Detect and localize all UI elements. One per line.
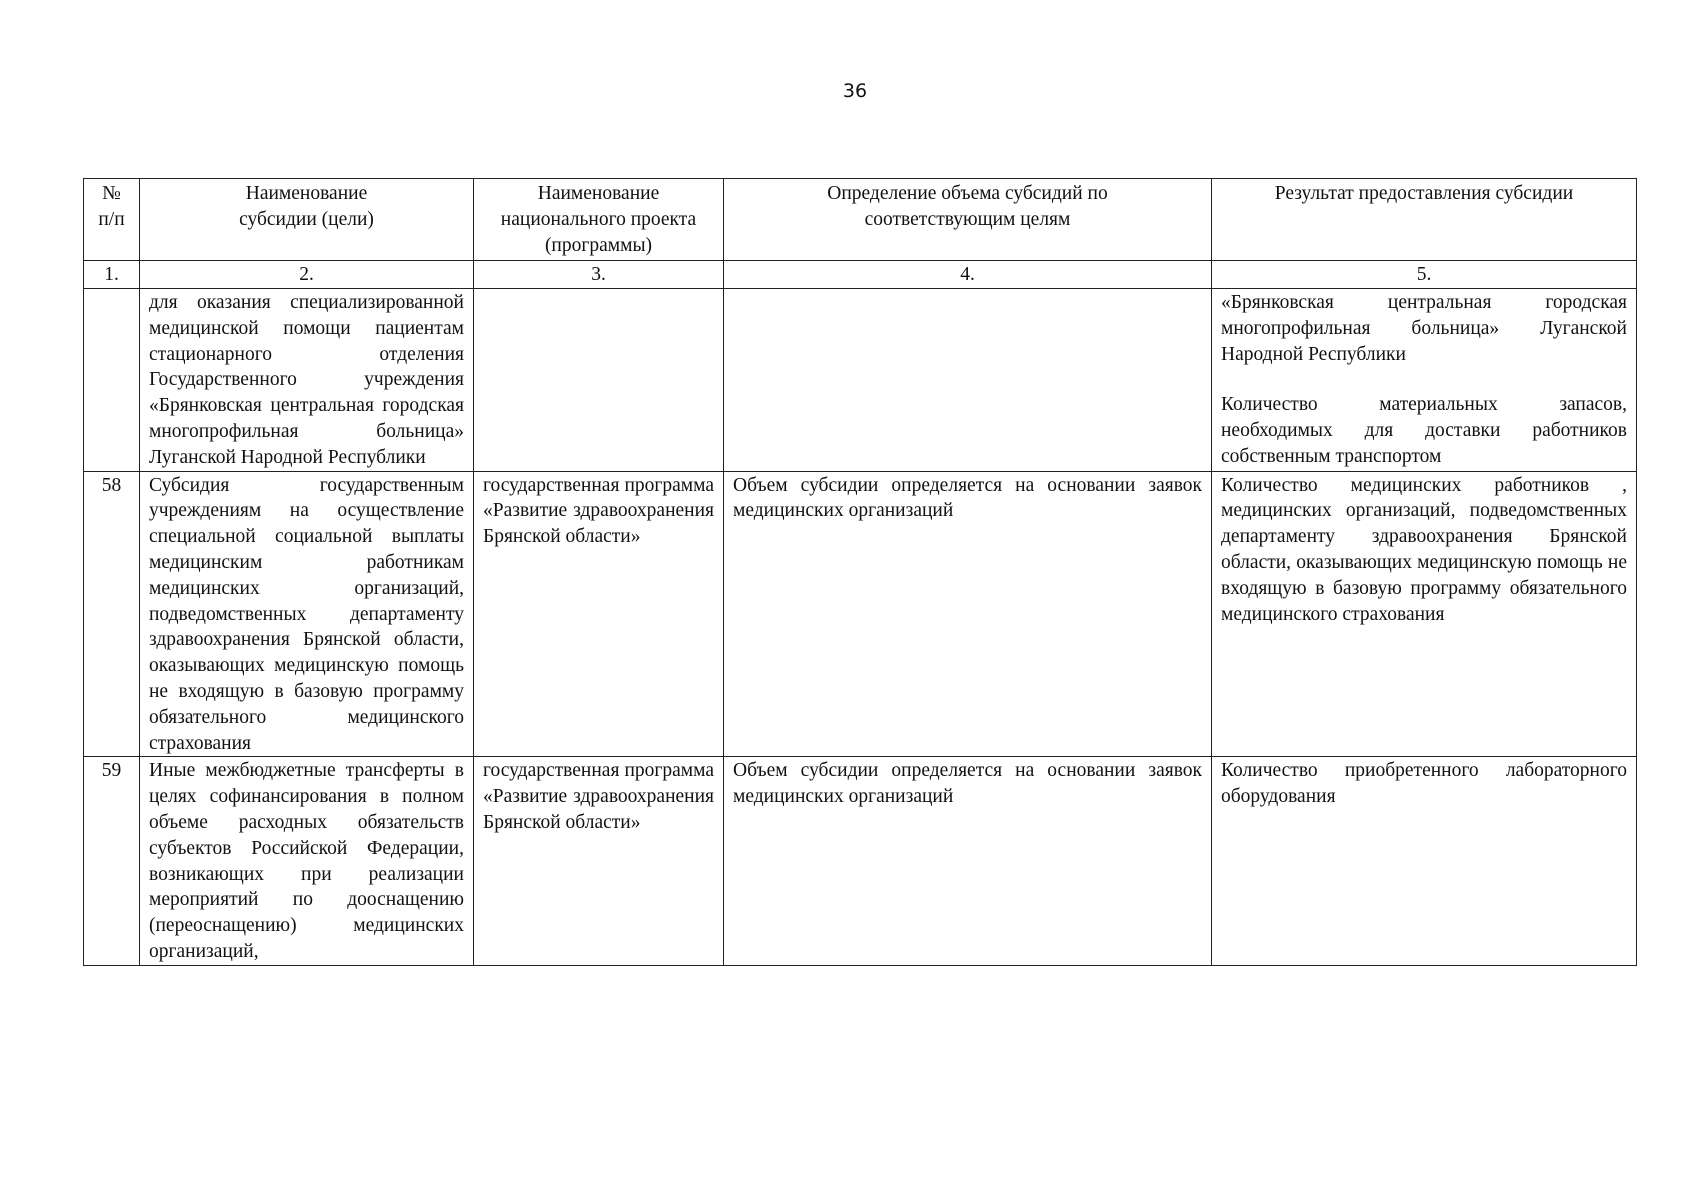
column-number: 1. — [84, 261, 140, 289]
table-row — [84, 289, 1637, 472]
table-header-row — [84, 179, 1637, 261]
row-program: государственная программа «Развитие здравоохранения Брянской области» — [474, 471, 724, 757]
header-volume: Определение объема субсидий по соответствующим целям — [724, 179, 1212, 261]
row-volume — [724, 289, 1212, 472]
row-num — [84, 289, 140, 472]
row-result-part: Количество материальных запасов, необходимых для доставки работников собственным транспортом — [1221, 394, 1627, 467]
paragraph-gap — [1221, 367, 1627, 392]
column-number: 5. — [1212, 261, 1637, 289]
row-program: государственная программа «Развитие здравоохранения Брянской области» — [474, 757, 724, 965]
row-result: Количество медицинских работников , медицинских организаций, подведомственных департаменту здравоохранения Брянской области, оказывающих медицинскую помощь не входящую в базовую программу обязательного медицинского страхования — [1212, 471, 1637, 757]
table-row — [84, 757, 1637, 965]
row-result — [1212, 289, 1637, 472]
row-subsidy-name: Субсидия государственным учреждениям на осуществление специальной социальной выплаты медицинским работникам медицинских организаций, подведомственных департаменту здравоохранения Брянской области, оказывающих медицинскую помощь не входящую в базовую программу обязательного медицинского страхования — [140, 471, 474, 757]
header-program: Наименование национального проекта (программы) — [474, 179, 724, 261]
column-number: 2. — [140, 261, 474, 289]
header-num: № п/п — [84, 179, 140, 261]
row-program — [474, 289, 724, 472]
row-subsidy-name: для оказания специализированной медицинской помощи пациентам стационарного отделения Государственного учреждения «Брянковская центральная городская многопрофильная больница» Луганской Народной Республики — [140, 289, 474, 472]
row-result-part: «Брянковская центральная городская многопрофильная больница» Луганской Народной Республики — [1221, 292, 1627, 365]
row-subsidy-name: Иные межбюджетные трансферты в целях софинансирования в полном объеме расходных обязательств субъектов Российской Федерации, возникающих при реализации мероприятий по дооснащению (переоснащению) медицинских организаций, — [140, 757, 474, 965]
column-number-row — [84, 261, 1637, 289]
page-number: 36 — [842, 80, 868, 102]
column-number: 4. — [724, 261, 1212, 289]
subsidy-table — [83, 178, 1637, 966]
row-result: Количество приобретенного лабораторного оборудования — [1212, 757, 1637, 965]
column-number: 3. — [474, 261, 724, 289]
row-volume: Объем субсидии определяется на основании заявок медицинских организаций — [724, 757, 1212, 965]
row-volume: Объем субсидии определяется на основании заявок медицинских организаций — [724, 471, 1212, 757]
table-row — [84, 471, 1637, 757]
row-num: 58 — [84, 471, 140, 757]
row-num: 59 — [84, 757, 140, 965]
header-name: Наименование субсидии (цели) — [140, 179, 474, 261]
header-result: Результат предоставления субсидии — [1212, 179, 1637, 261]
